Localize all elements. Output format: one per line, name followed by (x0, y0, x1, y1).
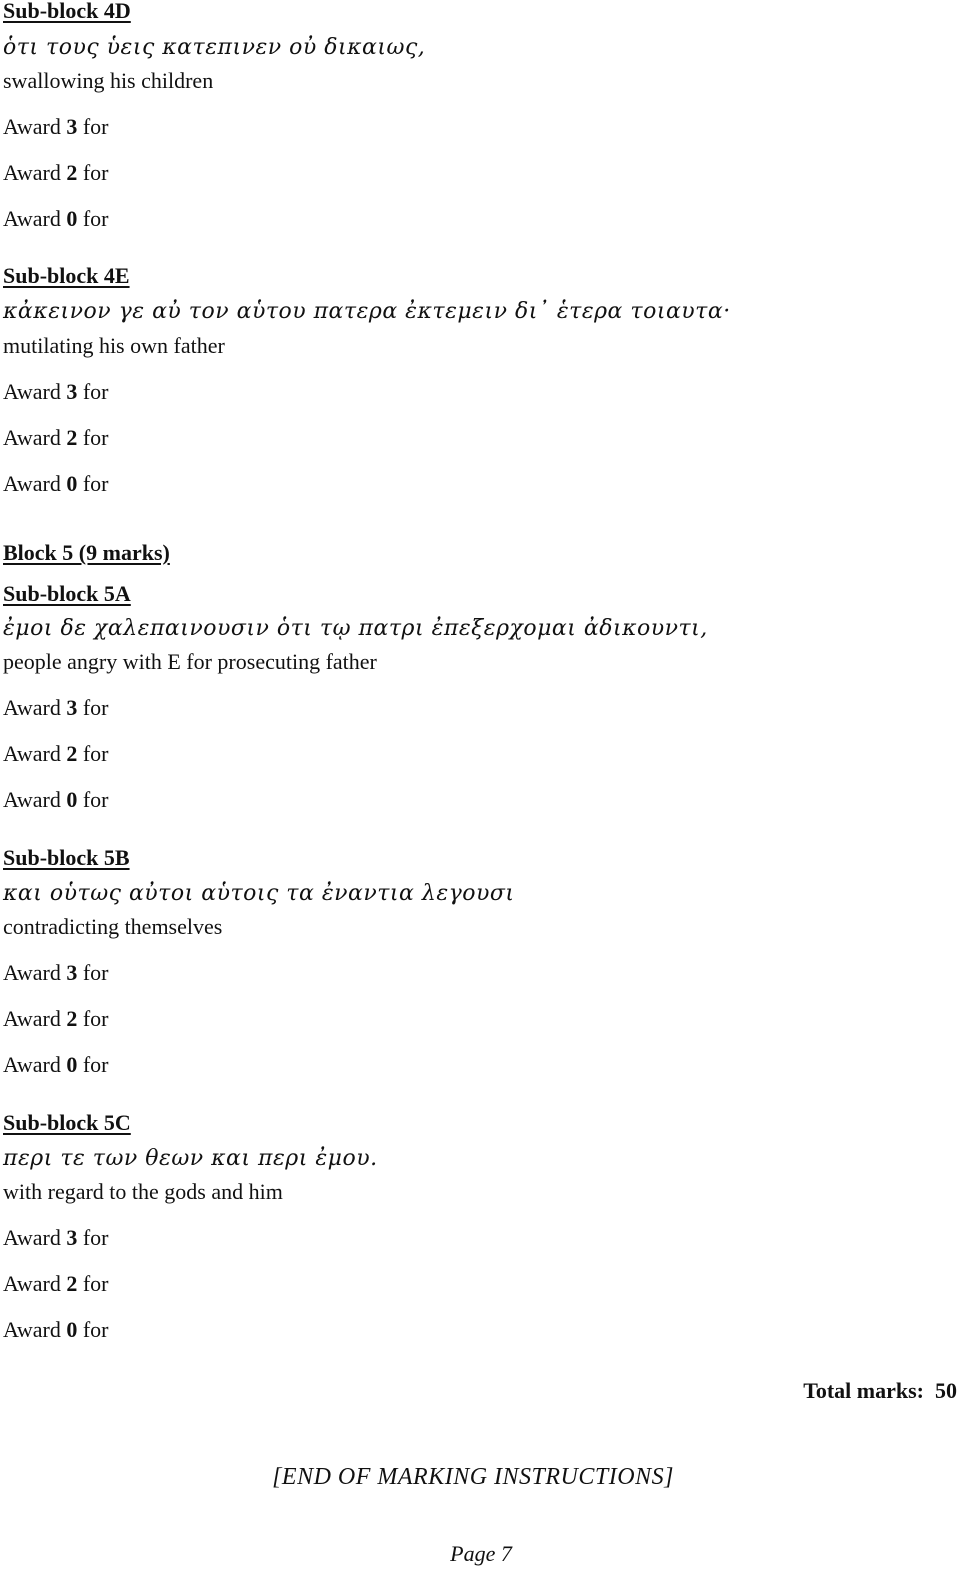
block-5-heading: Block 5 (9 marks) (3, 540, 170, 565)
total-marks (803, 1380, 957, 1402)
award-line: Award 0 for (3, 1052, 109, 1077)
award-line: Award 3 for (3, 695, 109, 720)
page-number: Page 7 (450, 1541, 512, 1566)
award-line: Award 0 for (3, 1317, 109, 1342)
award-line: Award 3 for (3, 1225, 109, 1250)
sub-block-5b-translation: contradicting themselves (3, 914, 223, 939)
sub-block-5c-heading: Sub-block 5C (3, 1110, 131, 1135)
award-line: Award 2 for (3, 741, 109, 766)
sub-block-4d-greek-text: ὁτι τους ὑεις κατεπινεν οὐ δικαιως, (3, 35, 426, 60)
award-line: Award 2 for (3, 1271, 109, 1296)
award-line: Award 0 for (3, 787, 109, 812)
award-line: Award 0 for (3, 206, 109, 231)
sub-block-4e-greek-text: κἀκεινον γε αὐ τον αὑτου πατερα ἐκτεμειν δι᾽ ἑτερα τοιαυτα· (3, 299, 731, 324)
sub-block-4e-heading: Sub-block 4E (3, 263, 130, 288)
sub-block-4d-heading: Sub-block 4D (3, 0, 131, 23)
sub-block-5b-greek-text: και οὑτως αὐτοι αὑτοις τα ἐναντια λεγουσι (3, 881, 515, 906)
award-line: Award 2 for (3, 160, 109, 185)
sub-block-5b-heading: Sub-block 5B (3, 845, 130, 870)
total-marks-label: Total marks: (803, 1378, 924, 1403)
award-line: Award 3 for (3, 114, 109, 139)
award-line: Award 2 for (3, 425, 109, 450)
award-line: Award 3 for (3, 379, 109, 404)
award-line: Award 2 for (3, 1006, 109, 1031)
total-marks-value: 50 (935, 1378, 957, 1403)
award-line: Award 3 for (3, 960, 109, 985)
sub-block-5c-translation: with regard to the gods and him (3, 1179, 283, 1204)
sub-block-5a-heading: Sub-block 5A (3, 581, 131, 606)
award-line: Award 0 for (3, 471, 109, 496)
end-of-marking-instructions: [END OF MARKING INSTRUCTIONS] (272, 1464, 674, 1490)
sub-block-5a-greek-text: ἐμοι δε χαλεπαινουσιν ὁτι τῳ πατρι ἐπεξερχομαι ἀδικουντι, (3, 616, 708, 641)
sub-block-4e-translation: mutilating his own father (3, 333, 225, 358)
sub-block-5c-greek-text: περι τε των θεων και περι ἐμου. (3, 1146, 378, 1171)
sub-block-4d-translation: swallowing his children (3, 68, 214, 93)
sub-block-5a-translation: people angry with E for prosecuting father (3, 649, 377, 674)
